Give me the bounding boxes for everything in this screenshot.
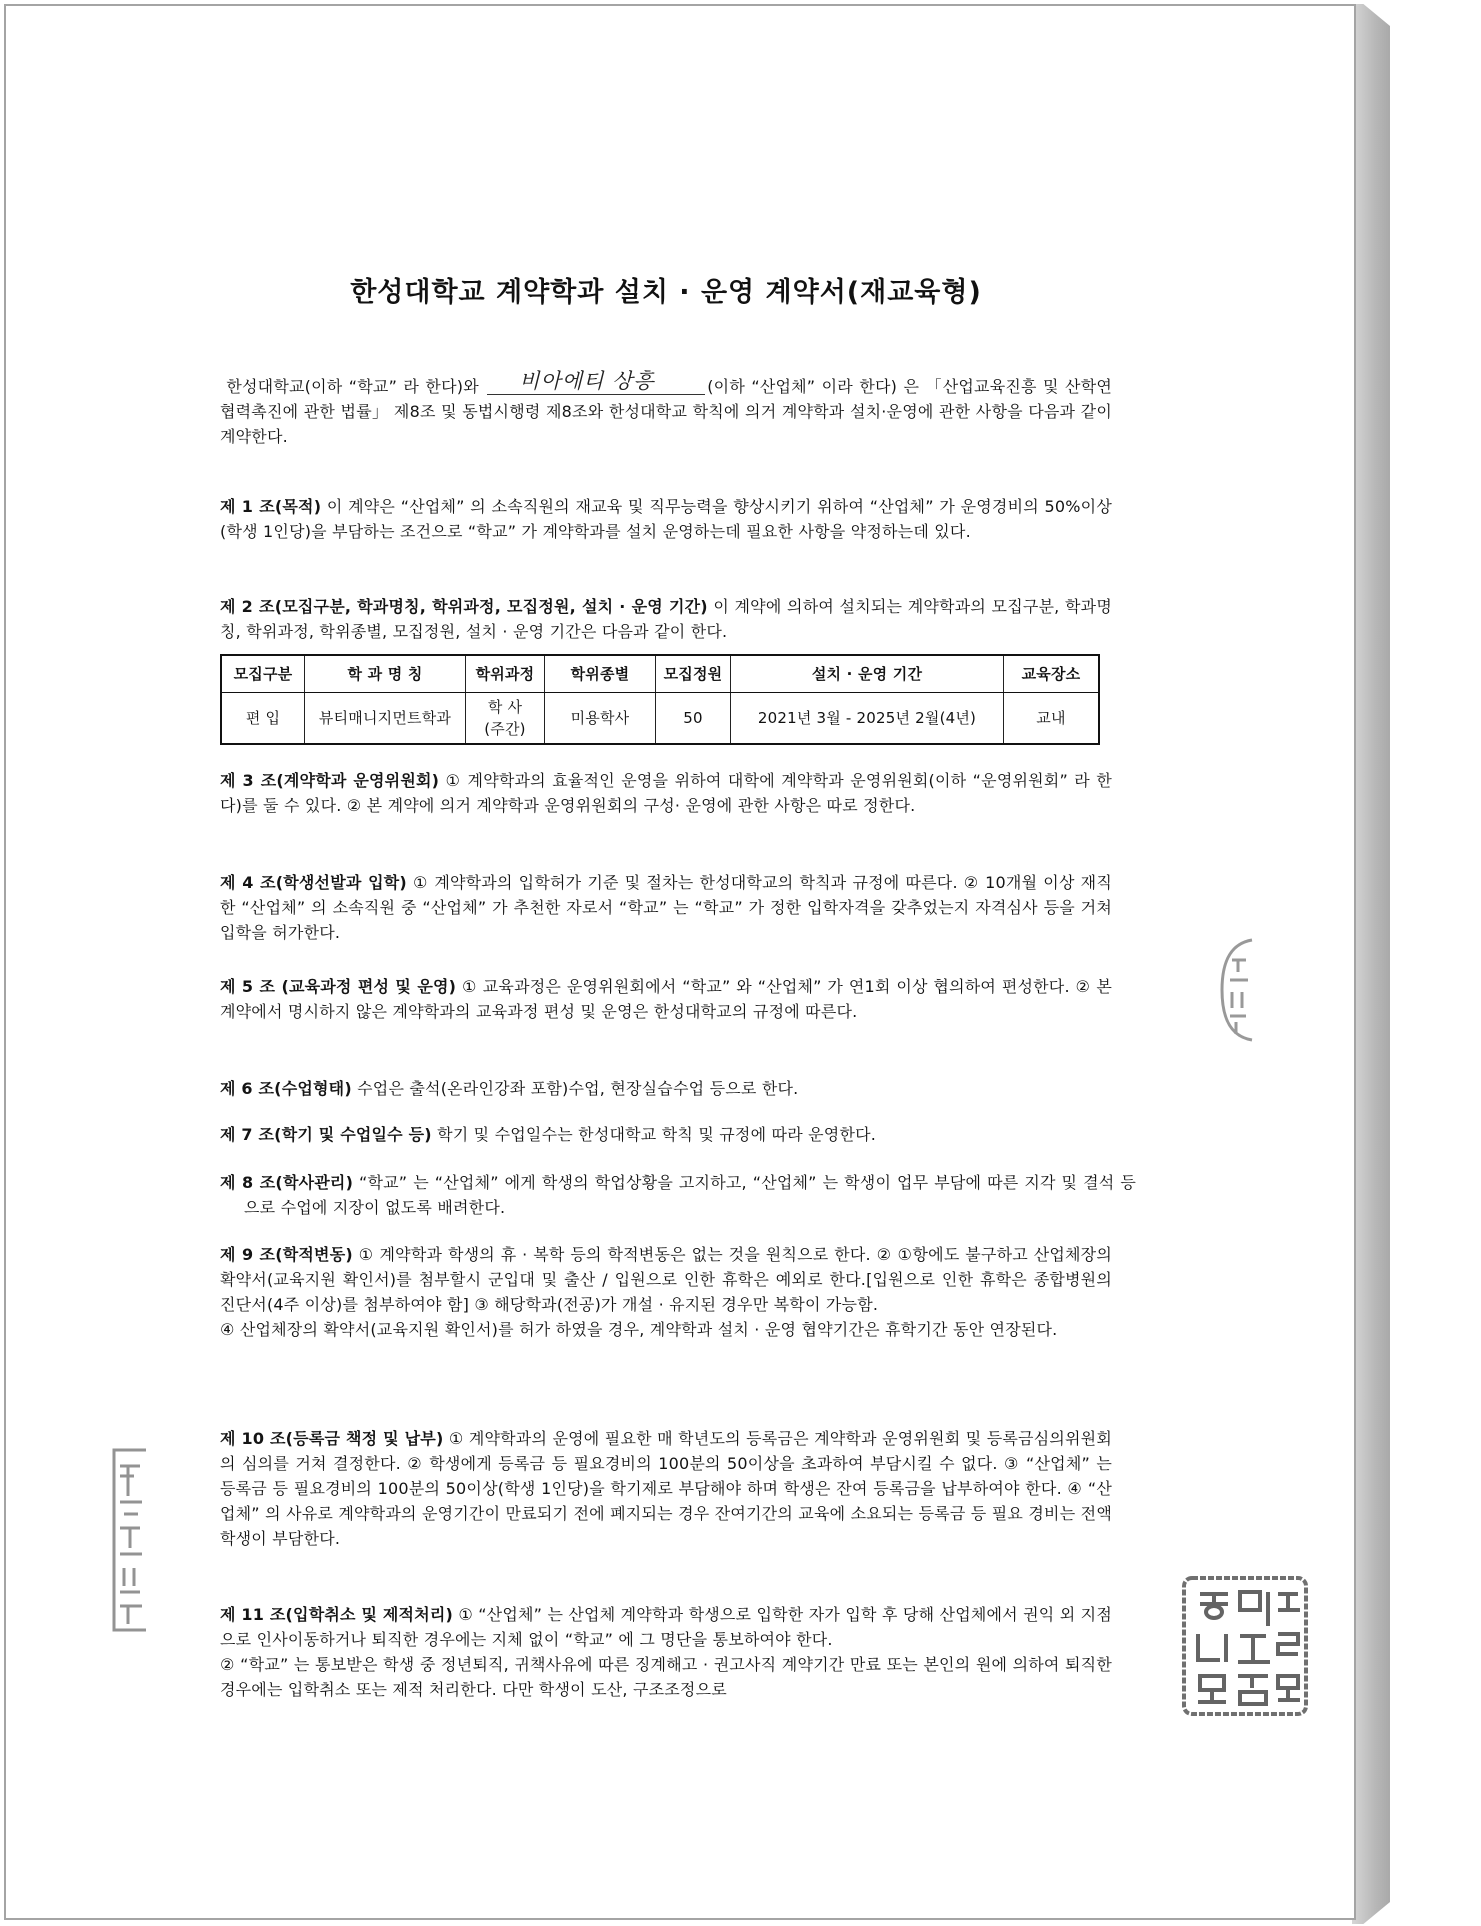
col-header: 학위과정 bbox=[466, 655, 545, 693]
seal-icon bbox=[106, 1442, 152, 1638]
article-extra: ② “학교” 는 통보받은 학생 중 정년퇴직, 귀책사유에 따른 징계해고 · 권고사직 계약기간 만료 또는 본인의 원에 의하여 퇴직한 경우에는 입학취소 또는 제적 처리한다. 다만 학생이 도산, 구조조정으로 bbox=[220, 1655, 1112, 1699]
page-edge-shadow bbox=[1352, 4, 1390, 1924]
article-text: 이 계약에 의하여 설치되는 계약학과의 모집구분, 학과명칭, 학위과정, 학위종별, 모집정원, 설치 · 운영 기간은 다음과 같이 한다. bbox=[220, 597, 1112, 641]
program-table bbox=[220, 654, 1100, 745]
degree-line-1: 학 사 bbox=[487, 698, 523, 716]
article-text: “학교” 는 “산업체” 에게 학생의 학업상황을 고지하고, “산업체” 는 학생이 업무 부담에 따른 지각 및 결석 등으로 수업에 지장이 없도록 배려한다. bbox=[244, 1173, 1136, 1217]
article-3 bbox=[220, 768, 1112, 818]
intro-before: 한성대학교(이하 “학교” 라 한다)와 bbox=[226, 377, 479, 396]
cell-quota: 50 bbox=[656, 693, 731, 745]
article-heading: 제 1 조(목적) bbox=[220, 497, 322, 516]
article-7 bbox=[220, 1122, 1112, 1147]
article-text: 학기 및 수업일수는 한성대학교 학칙 및 규정에 따라 운영한다. bbox=[431, 1125, 877, 1144]
col-header: 설치 · 운영 기간 bbox=[731, 655, 1004, 693]
col-header: 모집정원 bbox=[656, 655, 731, 693]
article-extra: ④ 산업체장의 확약서(교육지원 확인서)를 허가 하였을 경우, 계약학과 설치 · 운영 협약기간은 휴학기간 동안 연장된다. bbox=[220, 1320, 1058, 1339]
article-heading: 제 8 조(학사관리) bbox=[220, 1173, 354, 1192]
document-page bbox=[4, 4, 1356, 1920]
article-text: ① 계약학과의 운영에 필요한 매 학년도의 등록금은 계약학과 운영위원회 및 등록금심의위원회의 심의를 거쳐 결정한다. ② 학생에게 등록금 등 필요경비의 100분의 50이상을 초과하여 부담시킬 수 없다. ③ “산업체” 는 등록금 등 필요경비의 100분의 50이상(학생 1인당)을 학기제로 부담해야 하며 학생은 잔여 등록금을 납부하여야 한다. ④ “산업체” 의 사유로 계약학과의 운영기간이 만료되기 전에 폐지되는 경우 잔여기간의 교육에 소요되는 등록금 등 필요 경비는 전액 학생이 부담한다. bbox=[220, 1429, 1112, 1548]
cell-degree-program bbox=[466, 693, 545, 745]
cell-degree-type: 미용학사 bbox=[545, 693, 656, 745]
article-8 bbox=[220, 1170, 1136, 1220]
company-handwritten: 비아에티 상흥 bbox=[519, 369, 655, 393]
table-header-row bbox=[221, 655, 1099, 693]
article-text: ① 계약학과 학생의 휴 · 복학 등의 학적변동은 없는 것을 원칙으로 한다. ② ①항에도 불구하고 산업체장의 확약서(교육지원 확인서)를 첨부할시 군입대 및 출산 / 입원으로 인한 휴학은 예외로 한다.[입원으로 인한 휴학은 종합병원의 진단서(4주 이상)를 첨부하여야 함] ③ 해당학과(전공)가 개설 · 유지된 경우만 복학이 가능함. bbox=[220, 1245, 1112, 1314]
degree-line-2: (주간) bbox=[484, 720, 526, 738]
article-9 bbox=[220, 1242, 1112, 1342]
cell-category: 편 입 bbox=[221, 693, 305, 745]
article-heading: 제 5 조 (교육과정 편성 및 운영) bbox=[220, 977, 457, 996]
col-header: 학 과 명 칭 bbox=[305, 655, 466, 693]
article-10 bbox=[220, 1426, 1112, 1551]
article-6 bbox=[220, 1076, 1112, 1101]
article-text: ① 계약학과의 효율적인 운영을 위하여 대학에 계약학과 운영위원회(이하 “운영위원회” 라 한다)를 둘 수 있다. ② 본 계약에 의거 계약학과 운영위원회의 구성· 운영에 관한 사항은 따로 정한다. bbox=[220, 771, 1112, 815]
col-header: 교육장소 bbox=[1004, 655, 1100, 693]
article-heading: 제 11 조(입학취소 및 제적처리) bbox=[220, 1605, 454, 1624]
article-heading: 제 6 조(수업형태) bbox=[220, 1079, 352, 1098]
document-title: 한성대학교 계약학과 설치 · 운영 계약서(재교육형) bbox=[350, 277, 982, 308]
article-heading: 제 4 조(학생선발과 입학) bbox=[220, 873, 407, 892]
article-heading: 제 7 조(학기 및 수업일수 등) bbox=[220, 1125, 432, 1144]
col-header: 모집구분 bbox=[221, 655, 305, 693]
article-text: 이 계약은 “산업체” 의 소속직원의 재교육 및 직무능력을 향상시키기 위하여 “산업체” 가 운영경비의 50%이상(학생 1인당)을 부담하는 조건으로 “학교” 가 계약학과를 설치 운영하는데 필요한 사항을 약정하는데 있다. bbox=[220, 497, 1112, 541]
cell-location: 교내 bbox=[1004, 693, 1100, 745]
col-header: 학위종별 bbox=[545, 655, 656, 693]
article-text: 수업은 출석(온라인강좌 포함)수업, 현장실습수업 등으로 한다. bbox=[351, 1079, 799, 1098]
article-heading: 제 9 조(학적변동) bbox=[220, 1245, 353, 1264]
intro-paragraph bbox=[220, 369, 1113, 449]
article-1 bbox=[220, 494, 1112, 544]
intro-after: (이하 “산업체” 이라 한다) 은 「산업교육진흥 및 산학연협력촉진에 관한 법률」 제8조 및 동법시행령 제8조와 한성대학교 학칙에 의거 계약학과 설치·운영에 관한 사항을 다음과 같이 계약한다. bbox=[220, 377, 1113, 446]
article-5 bbox=[220, 974, 1112, 1024]
company-name-field bbox=[487, 369, 705, 395]
seal-icon bbox=[1178, 1572, 1312, 1720]
table-row bbox=[221, 693, 1099, 745]
article-2 bbox=[220, 594, 1112, 644]
cell-department: 뷰티매니지먼트학과 bbox=[305, 693, 466, 745]
article-11 bbox=[220, 1602, 1112, 1702]
cell-period: 2021년 3월 - 2025년 2월(4년) bbox=[731, 693, 1004, 745]
article-text: ① “산업체” 는 산업체 계약학과 학생으로 입학한 자가 입학 후 당해 산업체에서 권익 외 지점으로 인사이동하거나 퇴직한 경우에는 지체 없이 “학교” 에 그 명단을 통보하여야 한다. bbox=[220, 1605, 1112, 1649]
article-heading: 제 10 조(등록금 책정 및 납부) bbox=[220, 1429, 444, 1448]
article-heading: 제 2 조(모집구분, 학과명칭, 학위과정, 모집정원, 설치 · 운영 기간) bbox=[220, 597, 708, 616]
article-4 bbox=[220, 870, 1112, 945]
article-text: ① 교육과정은 운영위원회에서 “학교” 와 “산업체” 가 연1회 이상 협의하여 편성한다. ② 본 계약에서 명시하지 않은 계약학과의 교육과정 편성 및 운영은 한성대학교의 규정에 따른다. bbox=[220, 977, 1113, 1021]
seal-icon bbox=[1218, 936, 1254, 1044]
article-text: ① 계약학과의 입학허가 기준 및 절차는 한성대학교의 학칙과 규정에 따른다. ② 10개월 이상 재직한 “산업체” 의 소속직원 중 “산업체” 가 추천한 자로서 “학교” 는 “학교” 가 정한 입학자격을 갖추었는지 자격심사 등을 거쳐 입학을 허가한다. bbox=[220, 873, 1112, 942]
article-heading: 제 3 조(계약학과 운영위원회) bbox=[220, 771, 440, 790]
